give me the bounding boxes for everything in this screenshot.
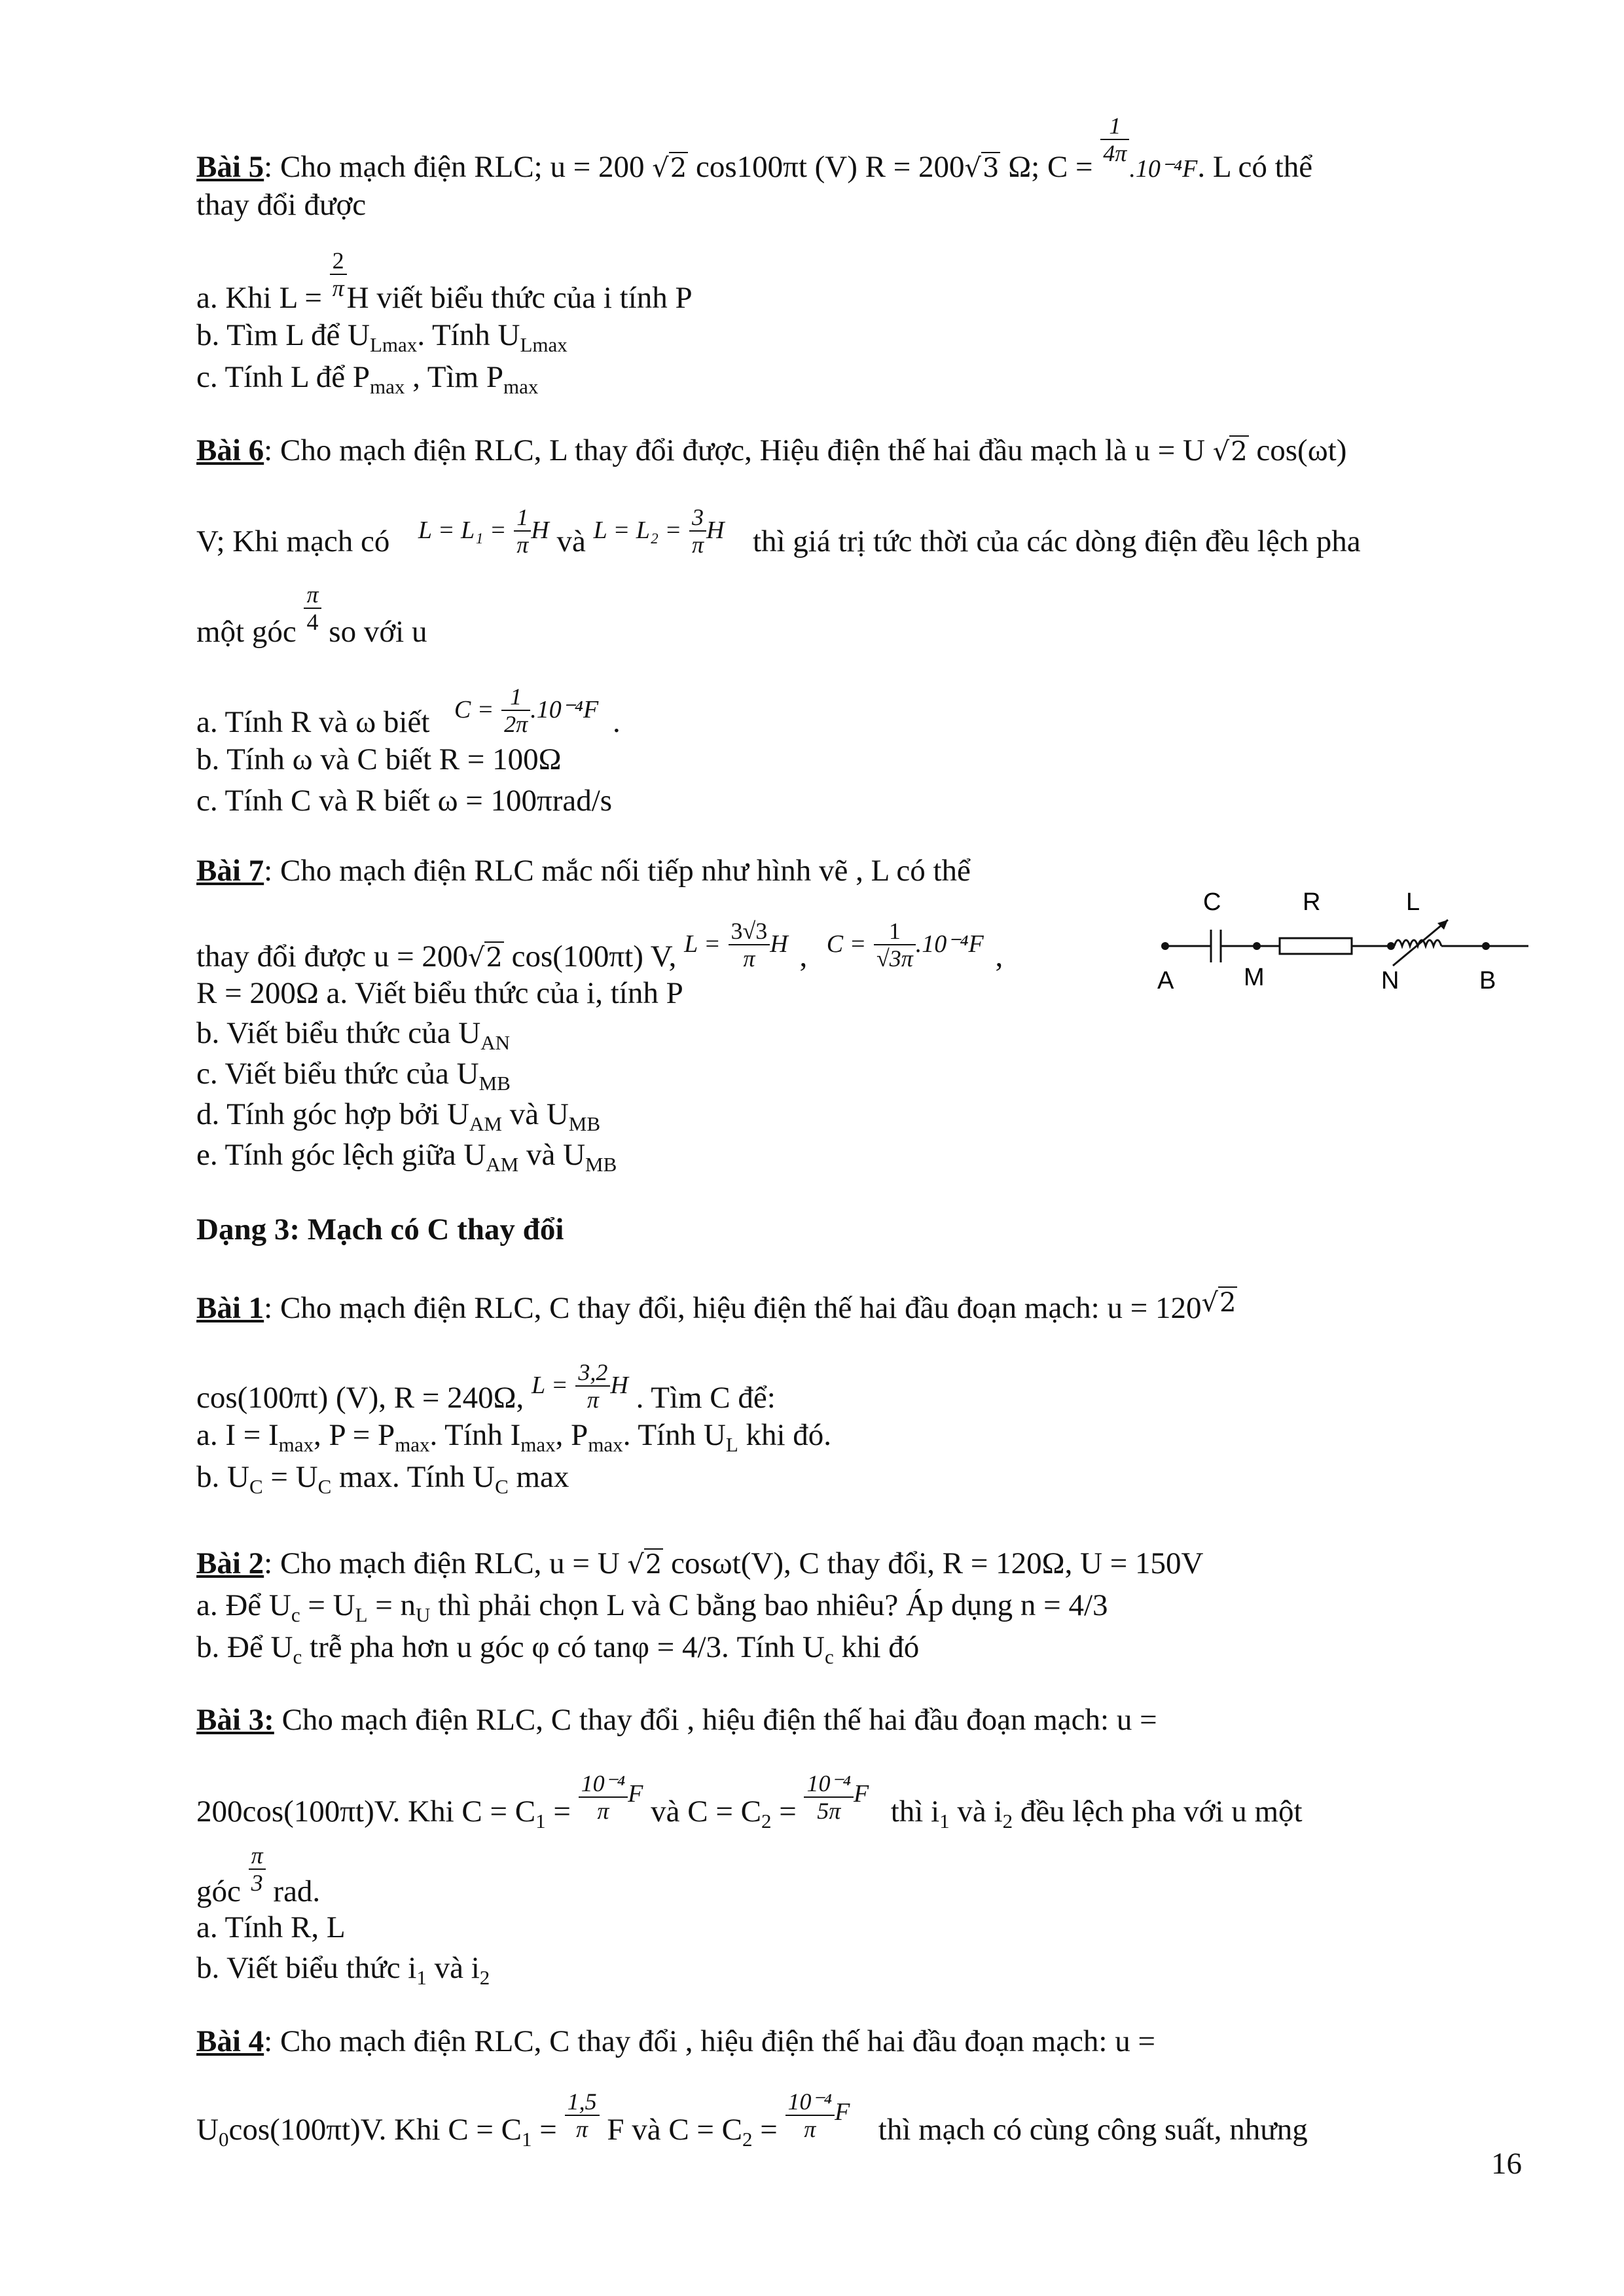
node-a [1161, 942, 1169, 950]
bai6-line3: một góc $\frac{\pi}{4}$ so với u [196, 581, 427, 649]
bai3-angle-fraction: $\frac{\pi}{3}$ [249, 1842, 266, 1896]
bai7-item-b: b. Viết biểu thức của $U_{AN}$ [196, 1016, 511, 1054]
label-r: R [1303, 888, 1321, 916]
label-l: L [1406, 888, 1420, 916]
bai4-c2-fraction: $\frac{\text{10⁻⁴}}{\pi}$ [785, 2088, 835, 2142]
bai2-item-a: a. Để $U_c = U_L = n_U$ thì phải chọn L và C bằng bao nhiêu? Áp dụng n = 4/3 [196, 1588, 1108, 1626]
bai5-line1: Bài 5: Cho mạch điện RLC; u = 200 √2 cos100πt (V) R = 200√3 Ω; C = $\frac{1}{4\pi}$ .10⁻⁴F. L có thể [196, 113, 1313, 184]
bai1-line2: cos(100πt) (V), R = 240Ω, $^{L =}$ $\frac{3,2}{\pi}$ $^H$ . Tìm C để: [196, 1359, 776, 1415]
bai4-c1-fraction: $\frac{1,5}{\pi}$ [565, 2088, 600, 2142]
bai5-line2: thay đổi được [196, 188, 367, 222]
bai3-line3: góc $\frac{\pi}{3}$ rad. [196, 1842, 321, 1908]
label-c: C [1203, 888, 1221, 916]
bai6-item-a: a. Tính R và ω biết $^{C =}$ $\frac{1}{2\pi}$ $^{.10^{-4}F}$ . [196, 683, 621, 739]
bai3-label: Bài 3: [196, 1703, 274, 1737]
bai7-item-d: d. Tính góc hợp bởi $U_{AM}$ và $U_{MB}$ [196, 1097, 601, 1135]
bai6-label: Bài 6 [196, 433, 264, 467]
bai5-label: Bài 5 [196, 149, 264, 184]
bai1-item-a: a. $I = I_{max}$, $P = P_{max}$. Tính $I_{max}$, $P_{max}$. Tính $U_L$ khi đó. [196, 1418, 832, 1456]
sqrt2-symbol: √2 [627, 1550, 662, 1580]
bai2-line1: Bài 2: Cho mạch điện RLC, u = U √2 cosωt(V), C thay đổi, R = 120Ω, U = 150V [196, 1546, 1204, 1580]
bai7-item-c: c. Viết biểu thức của $U_{MB}$ [196, 1057, 511, 1095]
bai5-c-fraction: $\frac{1}{4\pi}$ [1100, 113, 1129, 166]
bai6-line2: V; Khi mạch có $^{L = L_1 =}$ $\frac{1}{\pi}$ $^H$ và $^{L = L_2 =}$ $\frac{3}{\pi}$ $^H$ thì giá trị tức thời của các dòng điện đều lệch pha [196, 504, 1361, 558]
node-m [1253, 942, 1261, 950]
node-b [1482, 942, 1490, 950]
bai6-l2-fraction: $\frac{3}{\pi}$ [689, 504, 706, 558]
bai4-label: Bài 4 [196, 2024, 264, 2058]
label-m: M [1244, 964, 1265, 991]
bai3-c2-fraction: $\frac{\text{10⁻⁴}}{5\pi}$ [804, 1770, 854, 1824]
bai1-label: Bài 1 [196, 1291, 264, 1325]
bai1-item-b: b. $U_C = U_C$ max. Tính $U_C$ max [196, 1460, 569, 1498]
label-a: A [1157, 967, 1174, 994]
bai1-line1: Bài 1: Cho mạch điện RLC, C thay đổi, hiệu điện thế hai đầu đoạn mạch: u = 120√2 [196, 1288, 1236, 1325]
bai7-l-fraction: $\frac{3√3}{\pi}$ [729, 918, 770, 972]
bai7-item-e: e. Tính góc lệch giữa $U_{AM}$ và $U_{MB}$ [196, 1138, 617, 1176]
sqrt2-symbol: √2 [1212, 437, 1248, 467]
sqrt2-symbol: √2 [652, 153, 687, 183]
page-number: 16 [1491, 2147, 1522, 2181]
bai7-line2: thay đổi được u = 200√2 cos(100πt) V, $^{L =}$ $\frac{3√3}{\pi}$ $^H$ , $^{C =}$ $\frac{1}{√3\pi}$ $^{.10^{-4}F}$ , [196, 918, 1003, 974]
bai6-l1-fraction: $\frac{1}{\pi}$ [514, 504, 531, 558]
bai7-c-fraction: $\frac{1}{√3\pi}$ [874, 918, 916, 972]
label-n: N [1381, 967, 1399, 994]
bai6-item-c: c. Tính C và R biết ω = 100πrad/s [196, 784, 613, 818]
sqrt3-symbol: √3 [964, 153, 1000, 183]
node-n [1387, 942, 1395, 950]
bai4-line1: Bài 4: Cho mạch điện RLC, C thay đổi , hiệu điện thế hai đầu đoạn mạch: u = [196, 2024, 1156, 2058]
bai5-item-c: c. Tính L để $P_{max}$ , Tìm $P_{max}$ [196, 360, 539, 398]
bai5-item-a: a. Khi L = $\frac{2}{\pi}$ H viết biểu thức của i tính P [196, 247, 693, 315]
bai2-label: Bài 2 [196, 1546, 264, 1580]
bai3-item-a: a. Tính R, L [196, 1910, 346, 1944]
bai3-line1: Bài 3: Cho mạch điện RLC, C thay đổi , hiệu điện thế hai đầu đoạn mạch: u = [196, 1703, 1157, 1737]
bai1-l-fraction: $\frac{3,2}{\pi}$ [575, 1359, 610, 1413]
bai7-line3: R = 200Ω a. Viết biểu thức của i, tính P [196, 976, 683, 1010]
bai3-c1-fraction: $\frac{\text{10⁻⁴}}{\pi}$ [579, 1770, 628, 1824]
bai6-c-fraction: $\frac{1}{2\pi}$ [501, 683, 530, 737]
bai3-item-b: b. Viết biểu thức $i_1$ và $i_2$ [196, 1951, 490, 1989]
bai5-item-b: b. Tìm L để $U_{Lmax}$. Tính $U_{Lmax}$ [196, 318, 568, 356]
sqrt2-symbol: √2 [1201, 1288, 1236, 1318]
bai7-circuit-diagram [1146, 884, 1538, 1002]
bai5-l-fraction: $\frac{2}{\pi}$ [330, 247, 347, 301]
bai6-line1: Bài 6: Cho mạch điện RLC, L thay đổi được, Hiệu điện thế hai đầu mạch là u = U √2 cos(ωt) [196, 433, 1347, 467]
label-b: B [1479, 967, 1496, 994]
bai6-item-b: b. Tính ω và C biết R = 100Ω [196, 742, 562, 776]
bai7-label: Bài 7 [196, 854, 264, 888]
bai2-item-b: b. Để $U_c$ trễ pha hơn u góc φ có tanφ = 4/3. Tính $U_c$ khi đó [196, 1630, 920, 1668]
resistor [1280, 938, 1352, 954]
bai6-angle-fraction: $\frac{\pi}{4}$ [304, 581, 321, 635]
bai3-line2: 200cos(100πt)V. Khi $C = C_1$ = $\frac{\text{10⁻⁴}}{\pi}$ $^F$ và $C = C_2$ = $\frac{\text{10⁻⁴}}{5\pi}$ $^F$ thì $i_1$ và $i_2$ đều lệch pha với u một [196, 1770, 1303, 1832]
sqrt2-symbol: √2 [467, 942, 503, 973]
bai7-line1: Bài 7: Cho mạch điện RLC mắc nối tiếp như hình vẽ , L có thể [196, 854, 971, 888]
bai4-line2: $U_0\cos(100\pi t)V$. Khi $C = C_1$ = $\frac{1,5}{\pi}$ F và $C = C_2$ = $\frac{\text{10⁻⁴}}{\pi}$ $^F$ thì mạch có cùng công suất, nhưng [196, 2088, 1308, 2151]
section-heading: Dạng 3: Mạch có C thay đổi [196, 1212, 564, 1247]
